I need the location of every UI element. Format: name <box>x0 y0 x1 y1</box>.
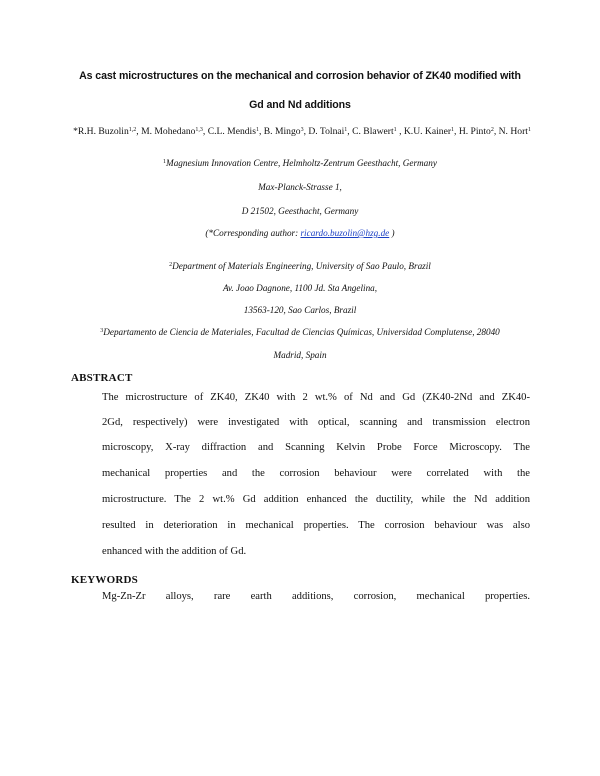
author: D. Tolnai$^1$ <box>308 126 348 137</box>
author-list: *R.H. Buzolin$^{1,2}$, M. Mohedano$^{1,3}$, C.L. Mendis$^1$, B. Mingo$^3$, D. Tolnai$^1$, C. Blawert$^1$ , K.U. Kainer$^1$, H. Pinto$^2$, N. Hort$^1$ <box>73 126 531 137</box>
affiliation-2-line-3: 13563-120, Sao Carlos, Brazil <box>243 305 357 315</box>
corresponding-author: (*Corresponding author: ricardo.buzolin@hzg.de ) <box>205 228 395 238</box>
affiliation-3-line-1: $^3$Departamento de Ciencia de Materiales, Facultad de Ciencias Químicas, Universidad Complutense, 28040 <box>100 327 500 337</box>
author: C. Blawert$^1$ <box>352 126 397 137</box>
abstract-line: enhanced with the addition of Gd. <box>102 546 247 557</box>
author: M. Mohedano$^{1,3}$ <box>141 126 203 137</box>
author: H. Pinto$^2$ <box>458 126 494 137</box>
keywords-text: Mg-Zn-Zr alloys, rare earth additions, corrosion, mechanical properties. <box>102 591 530 602</box>
abstract-line: 2Gd, respectively) were investigated with optical, scanning and transmission electron <box>102 417 530 428</box>
corresponding-email-link[interactable]: ricardo.buzolin@hzg.de <box>300 228 390 238</box>
author: K.U. Kainer$^1$ <box>403 126 455 137</box>
abstract-line: resulted in deterioration in mechanical properties. The corrosion behaviour was also <box>102 520 530 531</box>
affiliation-3-line-2: Madrid, Spain <box>273 350 327 360</box>
abstract-line: microstructure. The 2 wt.% Gd addition enhanced the ductility, while the Nd addition <box>102 494 530 505</box>
affiliation-2-line-2: Av. Joao Dagnone, 1100 Jd. Sta Angelina, <box>222 283 378 293</box>
affiliation-2-line-1: $^2$Department of Materials Engineering, University of Sao Paulo, Brazil <box>169 261 431 271</box>
affiliation-1-line-1: $^1$Magnesium Innovation Centre, Helmholtz-Zentrum Geesthacht, Germany <box>163 158 437 168</box>
abstract-line: mechanical properties and the corrosion behaviour were correlated with the <box>102 468 530 479</box>
abstract-line: The microstructure of ZK40, ZK40 with 2 wt.% of Nd and Gd (ZK40-2Nd and ZK40- <box>102 392 530 403</box>
author: N. Hort$^1$ <box>498 126 531 137</box>
paper-title-line-1: As cast microstructures on the mechanical and corrosion behavior of ZK40 modified with <box>79 70 521 82</box>
abstract-heading: ABSTRACT <box>71 372 133 384</box>
paper-title-line-2: Gd and Nd additions <box>249 99 351 111</box>
keywords-heading: KEYWORDS <box>71 574 138 586</box>
affiliation-1-line-2: Max-Planck-Strasse 1, <box>258 182 342 192</box>
author: *R.H. Buzolin$^{1,2}$ <box>73 126 137 137</box>
abstract-line: microscopy, X-ray diffraction and Scanning Kelvin Probe Force Microscopy. The <box>102 442 530 453</box>
author: C.L. Mendis$^1$ <box>207 126 259 137</box>
author: B. Mingo$^3$ <box>263 126 304 137</box>
affiliation-1-line-3: D 21502, Geesthacht, Germany <box>241 206 359 216</box>
